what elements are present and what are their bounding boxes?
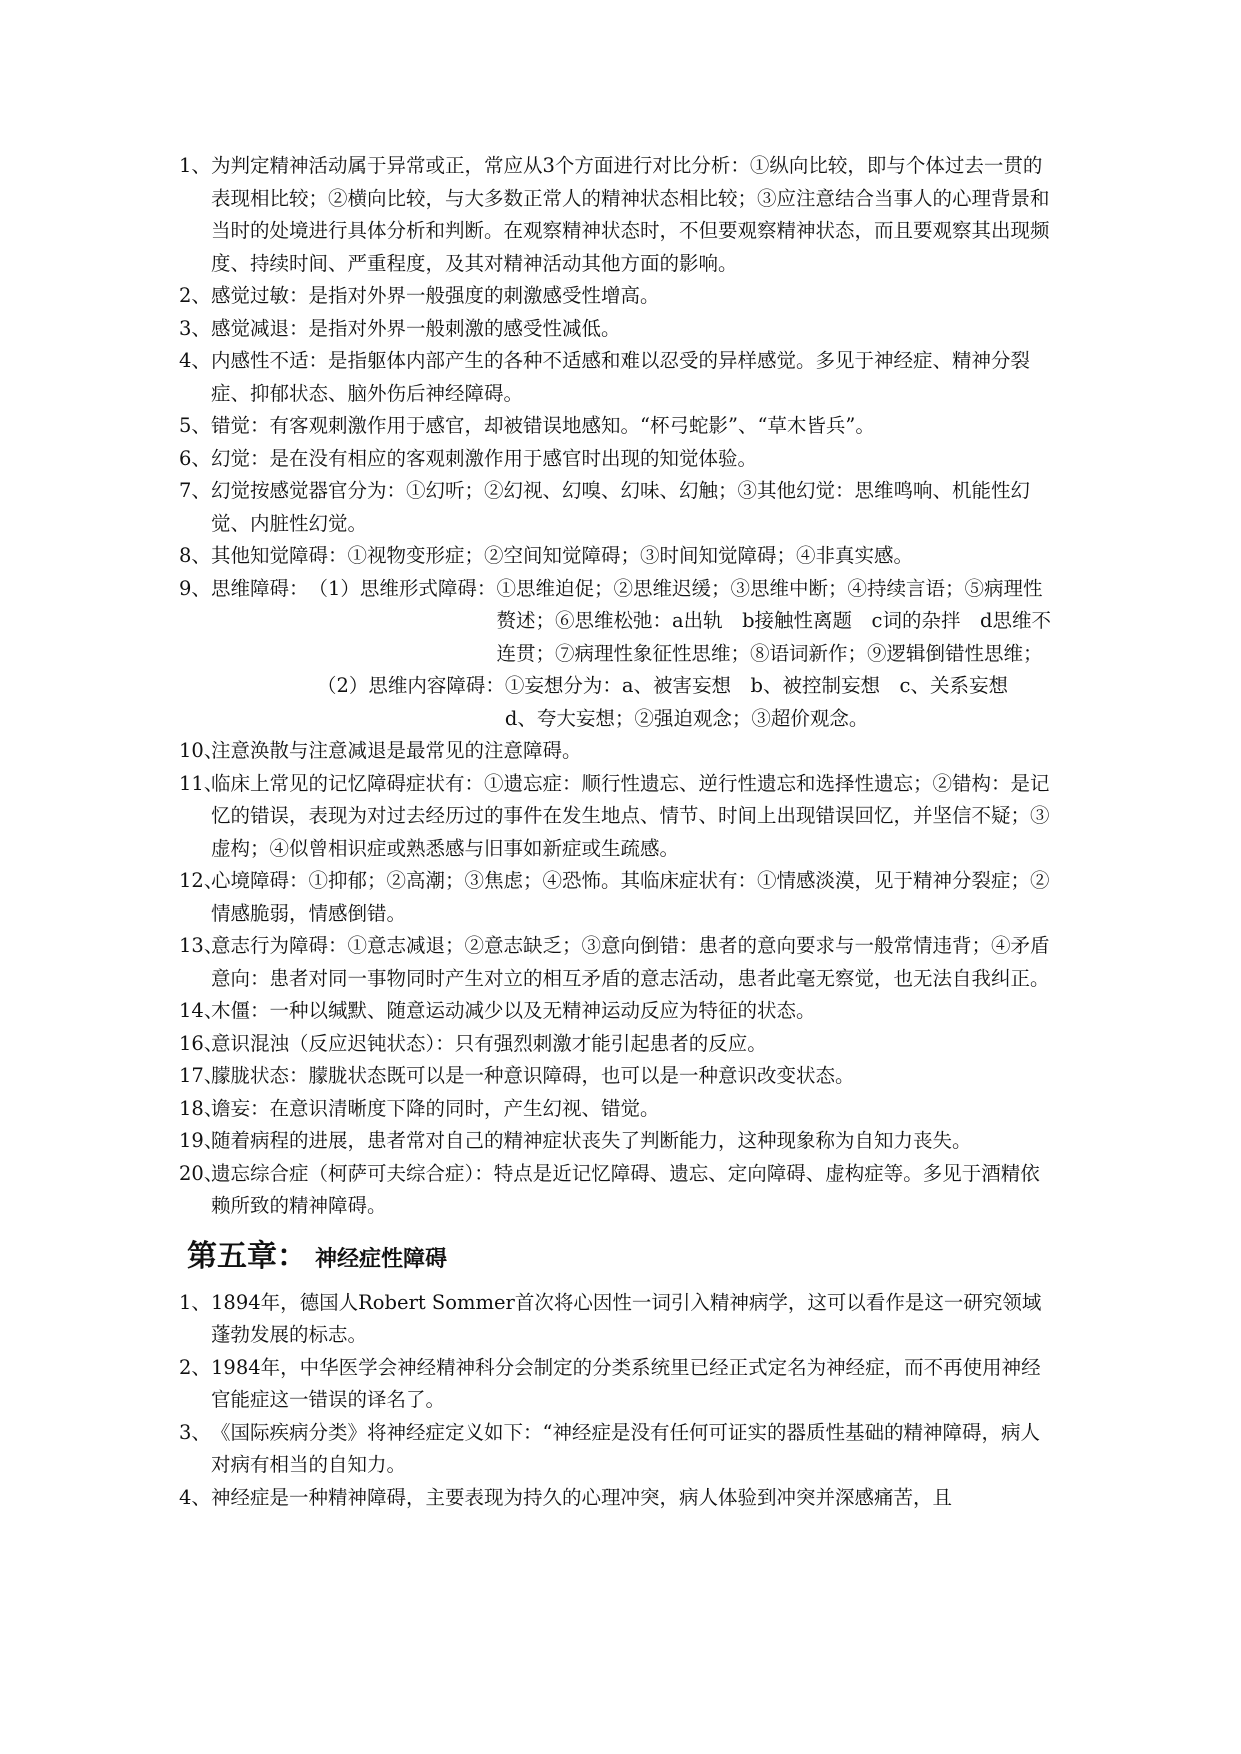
item-text: 随着病程的进展，患者常对自己的精神症状丧失了判断能力，这种现象称为自知力丧失。 — [211, 1129, 972, 1152]
list-item: 19、 随着病程的进展，患者常对自己的精神症状丧失了判断能力，这种现象称为自知力丧失。 — [179, 1129, 972, 1152]
list-item: 17、 朦胧状态：朦胧状态既可以是一种意识障碍，也可以是一种意识改变状态。 — [179, 1064, 855, 1087]
item-text: 木僵：一种以缄默、随意运动减少以及无精神运动反应为特征的状态。 — [211, 999, 816, 1022]
list-item: 14、 木僵：一种以缄默、随意运动减少以及无精神运动反应为特征的状态。 — [179, 999, 816, 1022]
list-item: 8、 其他知觉障碍：①视物变形症；②空间知觉障碍；③时间知觉障碍；④非真实感。 — [179, 544, 914, 567]
chapter-title: 神经症性障碍 — [315, 1246, 448, 1272]
list-section-b — [179, 735, 1059, 1223]
chapter-heading — [187, 1231, 1059, 1281]
list-item: 18、 谵妄：在意识清晰度下降的同时，产生幻视、错觉。 — [179, 1096, 660, 1120]
list-item: 2、 感觉过敏：是指对外界一般强度的刺激感受性增高。 — [179, 284, 660, 307]
list-item: 3、 《国际疾病分类》将神经症定义如下：“神经症是没有任何可证实的器质性基础的精神障碍，病人对病有相当的自知力。 — [179, 1420, 1040, 1476]
item-text: 1984年，中华医学会神经精神科分会制定的分类系统里已经正式定名为神经症，而不再使用神经官能症这一错误的译名了。 — [211, 1355, 1041, 1411]
list-item: 4、 内感性不适：是指躯体内部产生的各种不适感和难以忍受的异样感觉。多见于神经症、精神分裂症、抑郁状态、脑外伤后神经障碍。 — [179, 349, 1031, 405]
list-item: 10、 注意涣散与注意减退是最常见的注意障碍。 — [179, 739, 582, 762]
list-item: 1、 1894年，德国人Robert Sommer首次将心因性一词引入精神病学，这可以看作是这一研究领域蓬勃发展的标志。 — [179, 1290, 1042, 1346]
thinking-content-row — [211, 670, 1059, 735]
sub-label: （1）思维形式障碍： — [308, 576, 497, 600]
item-text: 朦胧状态：朦胧状态既可以是一种意识障碍，也可以是一种意识改变状态。 — [211, 1064, 855, 1087]
list-item: 3、 感觉减退：是指对外界一般刺激的感受性减低。 — [179, 316, 621, 340]
item-text: 为判定精神活动属于异常或正，常应从3个方面进行对比分析：①纵向比较，即与个体过去一贯的表现相比较；②横向比较，与大多数正常人的精神状态相比较；③应注意结合当事人的心理背景和当时的处境进行具体分析和判断。在观察精神状态时，不但要观察精神状态，而且要观察其出现频度、持续时间、严重程度，及其对精神活动其他方面的影响。 — [211, 154, 1050, 275]
list-section-a — [179, 150, 1059, 573]
item-text: 临床上常见的记忆障碍症状有：①遗忘症：顺行性遗忘、逆行性遗忘和选择性遗忘；②错构：是记忆的错误，表现为对过去经历过的事件在发生地点、情节、时间上出现错误回忆，并坚信不疑；③虚构；④似曾相识症或熟悉感与旧事如新症或生疏感。 — [211, 771, 1050, 860]
item-text: 内感性不适：是指躯体内部产生的各种不适感和难以忍受的异样感觉。多见于神经症、精神分裂症、抑郁状态、脑外伤后神经障碍。 — [211, 349, 1031, 405]
item-text: 《国际疾病分类》将神经症定义如下：“神经症是没有任何可证实的器质性基础的精神障碍，病人对病有相当的自知力。 — [211, 1420, 1040, 1476]
list-item: 5、 错觉：有客观刺激作用于感官，却被错误地感知。“杯弓蛇影”、“草木皆兵”。 — [179, 414, 875, 437]
list-item: 16、 意识混浊（反应迟钝状态）：只有强烈刺激才能引起患者的反应。 — [179, 1031, 767, 1055]
list-item: 2、 1984年，中华医学会神经精神科分会制定的分类系统里已经正式定名为神经症，而不再使用神经官能症这一错误的译名了。 — [179, 1355, 1041, 1411]
list-item: 7、 幻觉按感觉器官分为：①幻听；②幻视、幻嗅、幻味、幻触；③其他幻觉：思维鸣响、机能性幻觉、内脏性幻觉。 — [179, 479, 1031, 535]
list-item: 4、 神经症是一种精神障碍，主要表现为持久的心理冲突，病人体验到冲突并深感痛苦，且 — [179, 1485, 953, 1509]
sub-text: ①妄想分为：a、被害妄想 b、被控制妄想 c、关系妄想 d、夸大妄想；②强迫观念；③超价观念。 — [504, 674, 1028, 730]
item-text: 意识混浊（反应迟钝状态）：只有强烈刺激才能引起患者的反应。 — [211, 1031, 767, 1055]
list-item: 20、 遗忘综合症（柯萨可夫综合症）：特点是近记忆障碍、遗忘、定向障碍、虚构症等。多见于酒精依赖所致的精神障碍。 — [179, 1161, 1040, 1217]
list-item: 6、 幻觉：是在没有相应的客观刺激作用于感官时出现的知觉体验。 — [179, 446, 758, 470]
sub-label: （2）思维内容障碍： — [317, 674, 505, 697]
list-item: 13、 意志行为障碍：①意志减退；②意志缺乏；③意向倒错：患者的意向要求与一般常情违背；④矛盾意向：患者对同一事物同时产生对立的相互矛盾的意志活动，患者此毫无察觉，也无法自我纠正。 — [179, 934, 1050, 990]
list-item: 11、 临床上常见的记忆障碍症状有：①遗忘症：顺行性遗忘、逆行性遗忘和选择性遗忘；②错构：是记忆的错误，表现为对过去经历过的事件在发生地点、情节、时间上出现错误回忆，并坚信不疑；③虚构；④似曾相识症或熟悉感与旧事如新症或生疏感。 — [179, 771, 1050, 860]
item-text: 遗忘综合症（柯萨可夫综合症）：特点是近记忆障碍、遗忘、定向障碍、虚构症等。多见于酒精依赖所致的精神障碍。 — [211, 1161, 1040, 1217]
item-label: 思维障碍： — [211, 576, 309, 600]
item-text: 意志行为障碍：①意志减退；②意志缺乏；③意向倒错：患者的意向要求与一般常情违背；④矛盾意向：患者对同一事物同时产生对立的相互矛盾的意志活动，患者此毫无察觉，也无法自我纠正。 — [211, 934, 1050, 990]
item-text: 其他知觉障碍：①视物变形症；②空间知觉障碍；③时间知觉障碍；④非真实感。 — [211, 544, 914, 567]
list-item: 1、 为判定精神活动属于异常或正，常应从3个方面进行对比分析：①纵向比较，即与个体过去一贯的表现相比较；②横向比较，与大多数正常人的精神状态相比较；③应注意结合当事人的心理背景和当时的处境进行具体分析和判断。在观察精神状态时，不但要观察精神状态，而且要观察其出现频度、持续时间、严重程度，及其对精神活动其他方面的影响。 — [179, 154, 1050, 275]
document-page — [179, 150, 1059, 1514]
list-item-thinking-disorders: 9、 思维障碍： （1）思维形式障碍： ①思维迫促；②思维迟缓；③思维中断；④持续言语；⑤病理性赘述；⑥思维松弛：a出轨 b接触性离题 c词的杂拌 d思维不连贯；⑦病理性象征性思维；⑧语词新作；⑨逻辑倒错性思维； （2）思维内容障碍： ①妄想分为：a、被害妄想 b、被控制妄想 c、关系妄想 d、夸大妄想；②强迫观念；③超价观念。 — [187, 573, 1059, 736]
item-text: 幻觉：是在没有相应的客观刺激作用于感官时出现的知觉体验。 — [211, 446, 758, 470]
item-text: 心境障碍：①抑郁；②高潮；③焦虑；④恐怖。其临床症状有：①情感淡漠，见于精神分裂症；②情感脆弱，情感倒错。 — [211, 869, 1050, 925]
item-text: 感觉减退：是指对外界一般刺激的感受性减低。 — [211, 316, 621, 340]
list-item: 12、 心境障碍：①抑郁；②高潮；③焦虑；④恐怖。其临床症状有：①情感淡漠，见于精神分裂症；②情感脆弱，情感倒错。 — [179, 869, 1050, 925]
item-text: 幻觉按感觉器官分为：①幻听；②幻视、幻嗅、幻味、幻触；③其他幻觉：思维鸣响、机能性幻觉、内脏性幻觉。 — [211, 479, 1031, 535]
thinking-form-row — [211, 573, 1059, 671]
item-text: 注意涣散与注意减退是最常见的注意障碍。 — [211, 739, 582, 762]
item-text: 错觉：有客观刺激作用于感官，却被错误地感知。“杯弓蛇影”、“草木皆兵”。 — [211, 414, 875, 437]
item-text: 神经症是一种精神障碍，主要表现为持久的心理冲突，病人体验到冲突并深感痛苦，且 — [211, 1485, 953, 1509]
list-section-c — [179, 1287, 1059, 1515]
item-text: 谵妄：在意识清晰度下降的同时，产生幻视、错觉。 — [211, 1096, 660, 1120]
sub-text: ①思维迫促；②思维迟缓；③思维中断；④持续言语；⑤病理性赘述；⑥思维松弛：a出轨 b接触性离题 c词的杂拌 d思维不连贯；⑦病理性象征性思维；⑧语词新作；⑨逻辑倒错性思维； — [496, 576, 1051, 665]
item-text: 1894年，德国人Robert Sommer首次将心因性一词引入精神病学，这可以看作是这一研究领域蓬勃发展的标志。 — [211, 1290, 1042, 1346]
item-text: 感觉过敏：是指对外界一般强度的刺激感受性增高。 — [211, 284, 660, 307]
chapter-number: 第五章： — [187, 1238, 307, 1274]
